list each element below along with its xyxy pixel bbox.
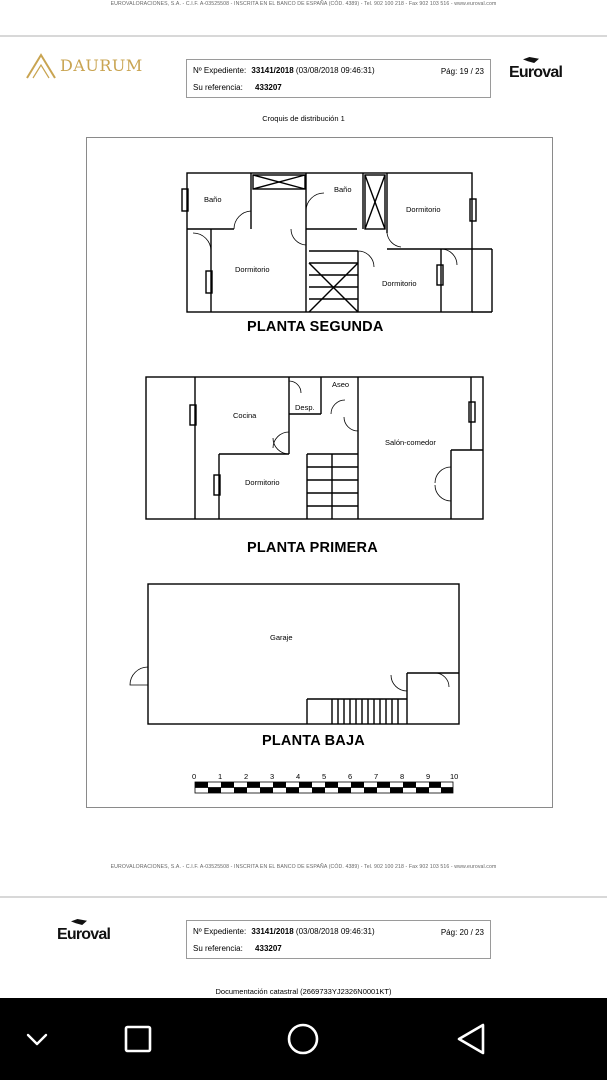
- scale-label: 1: [218, 772, 223, 781]
- scale-label: 9: [426, 772, 431, 781]
- euroval-logo-text: Euroval: [57, 926, 111, 943]
- page-footer-bottom: EUROVALORACIONES, S.A. - C.I.F. A-03525508 - INSCRITA EN EL BANCO DE ESPAÑA (CÓD. 4389) - Tel. 902 100 218 - Fax 902 103 516 - www.euroval.com: [110, 864, 497, 870]
- floor-plan-frame: [86, 137, 553, 808]
- expediente-date: (03/08/2018 09:46:31): [295, 66, 375, 75]
- plan-title-segunda: PLANTA SEGUNDA: [247, 319, 384, 335]
- recents-button[interactable]: [113, 1017, 163, 1061]
- expediente-label: Nº Expediente:: [193, 66, 247, 75]
- page-separator: [0, 35, 607, 37]
- room-label-bano-1: Baño: [204, 195, 222, 204]
- page-number: Pág: 20 / 23: [440, 928, 484, 937]
- euroval-logo-page2: [57, 926, 110, 944]
- room-label-cocina: Cocina: [233, 411, 257, 420]
- referencia-label: Su referencia:: [193, 944, 243, 953]
- expediente-date: (03/08/2018 09:46:31): [295, 927, 375, 936]
- scale-label: 5: [322, 772, 327, 781]
- euroval-logo-text: Euroval: [509, 64, 563, 81]
- scale-label: 3: [270, 772, 275, 781]
- referencia-label: Su referencia:: [193, 83, 243, 92]
- plan-title-primera: PLANTA PRIMERA: [247, 540, 378, 556]
- back-button[interactable]: [447, 1017, 497, 1061]
- page-separator: [0, 896, 607, 898]
- scale-label: 7: [374, 772, 379, 781]
- daurum-logo-text: DAURUM: [60, 56, 143, 75]
- room-label-salon-comedor: Salón-comedor: [385, 438, 436, 447]
- home-circle-icon: [278, 1017, 328, 1061]
- room-label-dormitorio-3: Dormitorio: [382, 279, 417, 288]
- room-label-dormitorio-4: Dormitorio: [245, 478, 280, 487]
- scale-label: 2: [244, 772, 249, 781]
- chevron-down-icon: [12, 1017, 62, 1061]
- header-info-box: [186, 59, 491, 98]
- expediente-value: 33141/2018: [251, 66, 294, 75]
- home-button[interactable]: [278, 1017, 328, 1061]
- euroval-logo: [509, 64, 562, 82]
- room-label-dormitorio-1: Dormitorio: [406, 205, 441, 214]
- doc-title-page2: Documentación catastral (2669733YJ2326N0001KT): [215, 987, 392, 996]
- room-label-garaje: Garaje: [270, 633, 293, 642]
- doc-title: Croquis de distribución 1: [262, 114, 345, 123]
- house-logo-icon: [24, 50, 58, 80]
- scale-label: 8: [400, 772, 405, 781]
- floor-plan-drawing: [87, 138, 552, 807]
- euroval-flag-icon: [71, 919, 87, 925]
- referencia-value: 433207: [255, 83, 282, 92]
- room-label-dormitorio-2: Dormitorio: [235, 265, 270, 274]
- hide-keyboard-button[interactable]: [12, 1017, 62, 1061]
- room-label-aseo: Aseo: [332, 380, 350, 389]
- expediente-value: 33141/2018: [251, 927, 294, 936]
- scale-label: 4: [296, 772, 301, 781]
- euroval-flag-icon: [523, 57, 539, 63]
- page-footer-top: EUROVALORACIONES, S.A. - C.I.F. A-03525508 - INSCRITA EN EL BANCO DE ESPAÑA (CÓD. 4389) - Tel. 902 100 218 - Fax 902 103 516 - www.euroval.com: [110, 1, 497, 7]
- scale-label: 0: [192, 772, 197, 781]
- scale-label: 6: [348, 772, 353, 781]
- plan-title-baja: PLANTA BAJA: [262, 733, 365, 749]
- room-label-bano-2: Baño: [334, 185, 352, 194]
- page-number: Pág: 19 / 23: [440, 67, 484, 76]
- scale-label: 10: [450, 772, 459, 781]
- system-navigation-bar: [0, 998, 607, 1080]
- expediente-label: Nº Expediente:: [193, 927, 247, 936]
- recents-square-icon: [113, 1017, 163, 1061]
- referencia-value: 433207: [255, 944, 282, 953]
- header-info-box-page2: [186, 920, 491, 959]
- back-triangle-icon: [447, 1017, 497, 1061]
- room-label-desp: Desp.: [295, 403, 315, 412]
